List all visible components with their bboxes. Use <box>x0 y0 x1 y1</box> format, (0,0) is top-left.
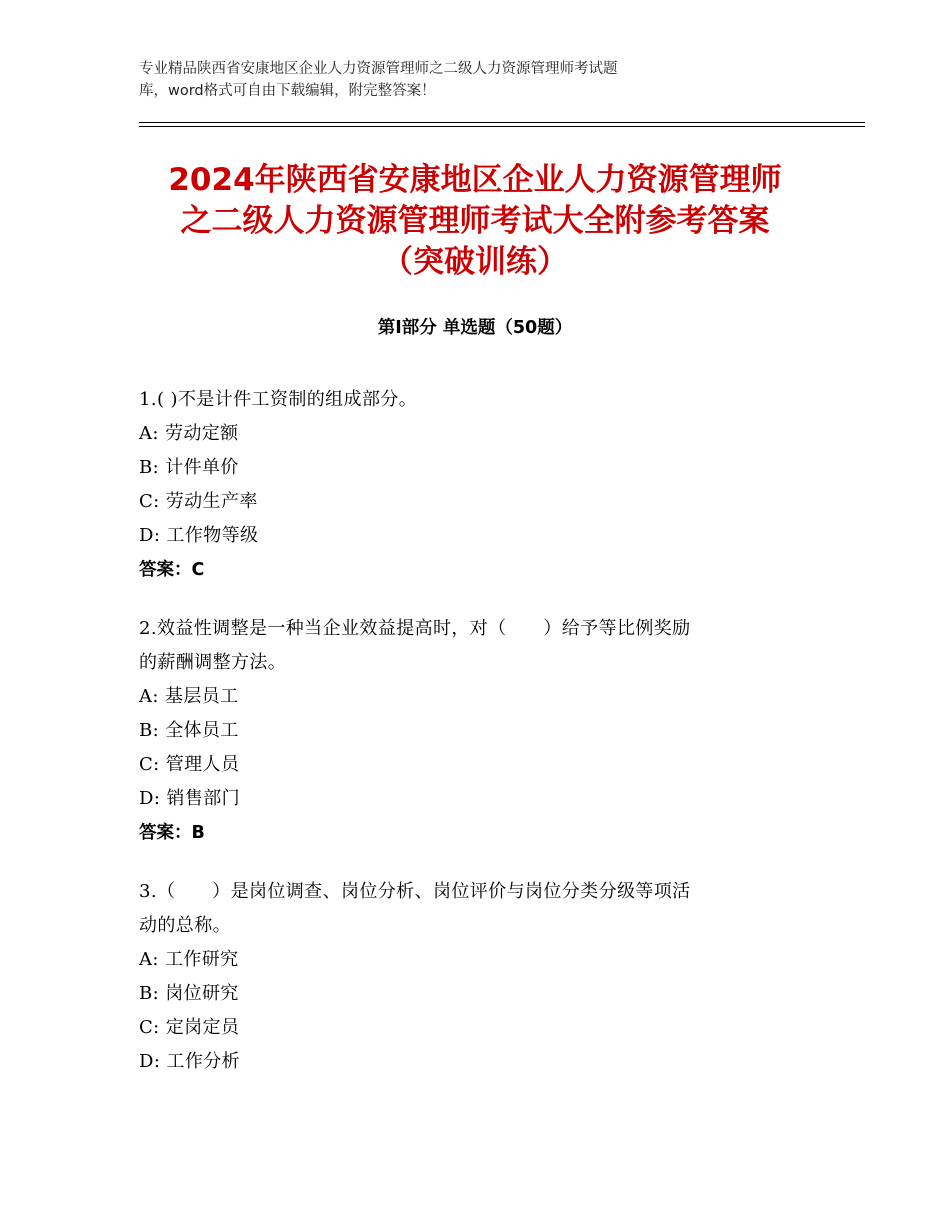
question-2 <box>139 612 799 850</box>
document-title-line-2: 之二级人力资源管理师考试大全附参考答案 <box>180 203 770 239</box>
question-list <box>139 383 799 1104</box>
option-a: A: 基层员工 <box>139 686 239 707</box>
header-note <box>139 58 789 102</box>
question-stem: 2.效益性调整是一种当企业效益提高时，对（ ）给予等比例奖励 <box>139 618 691 639</box>
option-c: C: 管理人员 <box>139 754 240 775</box>
option-b: B: 计件单价 <box>139 457 239 478</box>
document-title-line-3: （突破训练） <box>382 244 568 280</box>
option-d: D: 销售部门 <box>139 788 241 809</box>
option-c: C: 定岗定员 <box>139 1017 240 1038</box>
question-stem: 3.（ ）是岗位调查、岗位分析、岗位评价与岗位分类分级等项活 <box>139 881 691 902</box>
option-a: A: 劳动定额 <box>139 423 239 444</box>
document-title-line-1: 2024年陕西省安康地区企业人力资源管理师 <box>168 162 782 198</box>
answer: 答案：C <box>139 560 205 580</box>
option-b: B: 全体员工 <box>139 720 239 741</box>
answer: 答案：B <box>139 823 205 843</box>
question-1 <box>139 383 799 587</box>
option-d: D: 工作物等级 <box>139 525 259 546</box>
header-divider-top <box>139 122 865 123</box>
document-title <box>100 160 850 283</box>
header-divider-bottom <box>139 126 865 127</box>
header-note-line-2: 库，word格式可自由下载编辑，附完整答案！ <box>139 83 436 99</box>
option-d: D: 工作分析 <box>139 1051 241 1072</box>
header-note-line-1: 专业精品陕西省安康地区企业人力资源管理师之二级人力资源管理师考试题 <box>139 61 618 77</box>
option-a: A: 工作研究 <box>139 949 239 970</box>
question-stem-continuation: 的薪酬调整方法。 <box>139 652 287 673</box>
question-3 <box>139 875 799 1079</box>
section-heading: 第Ⅰ部分 单选题（50题） <box>377 318 573 338</box>
option-b: B: 岗位研究 <box>139 983 239 1004</box>
question-stem-continuation: 动的总称。 <box>139 915 231 936</box>
question-stem: 1.( )不是计件工资制的组成部分。 <box>139 389 418 410</box>
option-c: C: 劳动生产率 <box>139 491 258 512</box>
